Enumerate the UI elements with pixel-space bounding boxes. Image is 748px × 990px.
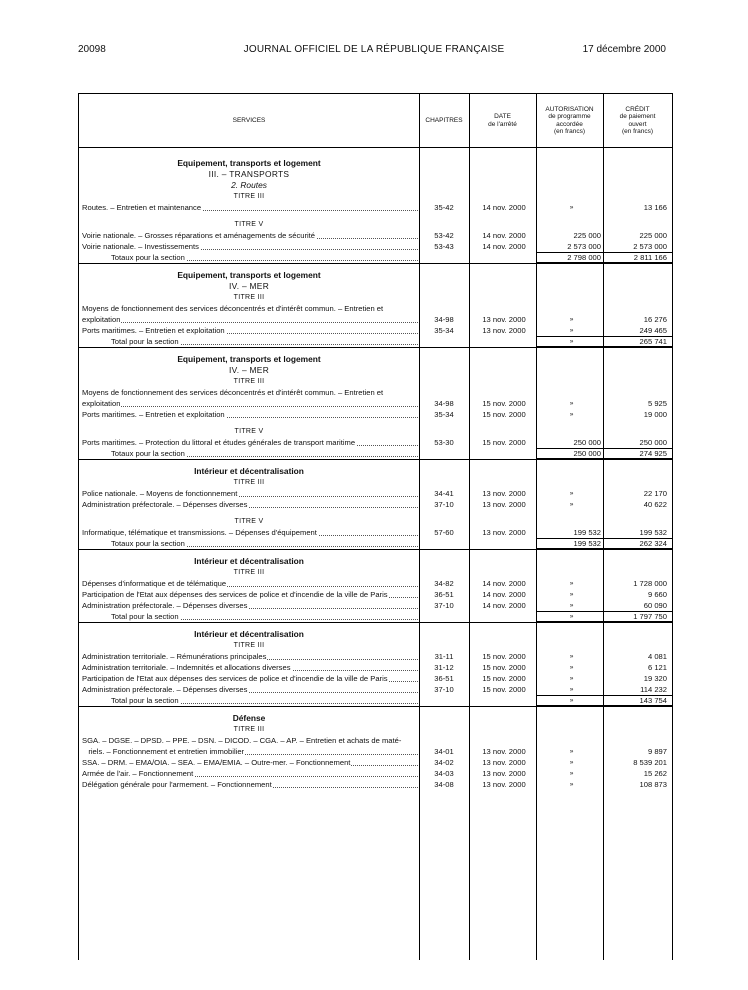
section-heading-row <box>79 713 672 724</box>
service-label-text: Armée de l'air. – Fonctionnement <box>82 769 194 778</box>
service-label <box>111 538 418 549</box>
autorisation-cell: » <box>569 653 574 660</box>
service-label-text: SGA. – DGSE. – DPSD. – PPE. – DSN. – DICOD. – CGA. – AP. – Entretien et achats de maté- <box>82 736 402 745</box>
credit-cell: 4 081 <box>647 652 667 661</box>
ministry-title: Equipement, transports et logement <box>177 270 321 280</box>
service-label-text: Ports maritimes. – Protection du littoral et études générales de transport maritime <box>82 438 356 447</box>
titre-heading: TITRE III <box>233 726 265 733</box>
section-subtitle: IV. – MER <box>228 365 270 375</box>
table-row <box>79 437 672 448</box>
credit-cell: 6 121 <box>647 663 667 672</box>
section-heading-row <box>79 477 672 488</box>
service-label-text: Participation de l'Etat aux dépenses des services de police et d'incendie de la ville de Paris <box>82 674 388 683</box>
service-label <box>82 779 418 790</box>
date-cell: 13 nov. 2000 <box>482 315 526 324</box>
titre-heading: TITRE III <box>233 479 265 486</box>
service-label <box>82 314 418 325</box>
col-date: DATE de l'arrêté <box>488 113 517 128</box>
chapitre-cell: 34-82 <box>434 579 454 588</box>
autorisation-cell: » <box>569 686 574 693</box>
service-label-text: Informatique, télématique et transmissions. – Dépenses d'équipement <box>82 528 317 537</box>
section-heading-row <box>79 629 672 640</box>
credit-cell: 19 000 <box>643 410 667 419</box>
service-label <box>82 241 418 252</box>
table-body <box>79 149 672 790</box>
service-label-text: Police nationale. – Moyens de fonctionnement <box>82 489 238 498</box>
table-row <box>79 488 672 499</box>
date-cell: 15 nov. 2000 <box>482 674 526 683</box>
ministry-title: Equipement, transports et logement <box>177 158 321 168</box>
date-cell: 13 nov. 2000 <box>482 489 526 498</box>
date-cell: 14 nov. 2000 <box>482 601 526 610</box>
credit-cell: 1 797 750 <box>633 612 667 621</box>
date-cell: 14 nov. 2000 <box>482 590 526 599</box>
table-row <box>79 662 672 673</box>
chapitre-cell: 34-01 <box>434 747 454 756</box>
autorisation-cell: 250 000 <box>573 449 601 458</box>
credit-cell: 13 166 <box>643 203 667 212</box>
section-total-row <box>79 695 672 706</box>
chapitre-cell: 35-34 <box>434 410 454 419</box>
service-label <box>111 611 418 622</box>
section-divider <box>79 347 672 348</box>
date-cell: 14 nov. 2000 <box>482 579 526 588</box>
titre-heading: TITRE III <box>233 642 265 649</box>
service-label-text: Totaux pour la section <box>111 449 185 458</box>
table-row <box>79 325 672 336</box>
autorisation-cell: » <box>569 411 574 418</box>
table-row <box>79 303 672 314</box>
subsection-title: 2. Routes <box>231 180 267 190</box>
titre-heading: TITRE III <box>233 294 265 301</box>
section-total-row <box>79 336 672 347</box>
col-chapitres: CHAPITRES <box>425 116 463 124</box>
table-row <box>79 202 672 213</box>
service-label-text: Administration préfectorale. – Dépenses diverses <box>82 500 248 509</box>
section-subtitle: IV. – MER <box>228 281 270 291</box>
section-divider <box>79 622 672 623</box>
section-heading-row <box>79 567 672 578</box>
service-label <box>111 448 418 459</box>
credit-cell: 114 232 <box>640 685 667 694</box>
date-cell: 13 nov. 2000 <box>482 769 526 778</box>
col-services: SERVICES <box>232 116 266 124</box>
section-subtitle: III. – TRANSPORTS <box>208 169 290 179</box>
section-heading-row <box>79 180 672 191</box>
issue-date: 17 décembre 2000 <box>582 44 666 55</box>
service-label-text: Administration territoriale. – Rémunérations principales <box>82 652 267 661</box>
autorisation-cell: » <box>569 675 574 682</box>
section-heading-row <box>79 219 672 230</box>
table-row <box>79 409 672 420</box>
autorisation-cell: » <box>569 697 574 704</box>
titre-heading: TITRE III <box>233 193 265 200</box>
section-divider <box>79 706 672 707</box>
service-label-text: Ports maritimes. – Entretien et exploitation <box>82 326 225 335</box>
credit-cell: 60 090 <box>643 601 667 610</box>
service-label <box>82 589 418 600</box>
autorisation-cell: » <box>569 338 574 345</box>
ministry-title: Défense <box>232 713 266 723</box>
autorisation-cell: » <box>569 204 574 211</box>
service-label-text: Moyens de fonctionnement des services déconcentrés et d'intérêt commun. – Entretien et <box>82 304 384 313</box>
table-row <box>79 578 672 589</box>
table-row <box>79 757 672 768</box>
autorisation-cell: » <box>569 759 574 766</box>
date-cell: 14 nov. 2000 <box>482 231 526 240</box>
section-heading-row <box>79 365 672 376</box>
date-cell: 15 nov. 2000 <box>482 438 526 447</box>
credits-table <box>78 93 673 960</box>
service-label-text: Voirie nationale. – Investissements <box>82 242 199 251</box>
chapitre-cell: 53-42 <box>434 231 454 240</box>
section-heading-row <box>79 516 672 527</box>
section-divider <box>79 459 672 460</box>
table-row <box>79 527 672 538</box>
credit-cell: 108 873 <box>639 780 667 789</box>
service-label <box>82 735 418 746</box>
section-heading-row <box>79 556 672 567</box>
chapitre-cell: 31-11 <box>434 652 454 661</box>
service-label-text: Dépenses d'informatique et de télématique <box>82 579 227 588</box>
service-label-text: exploitation <box>82 315 121 324</box>
autorisation-cell: 225 000 <box>573 231 601 240</box>
service-label-text: Routes. – Entretien et maintenance <box>82 203 202 212</box>
credit-cell: 143 754 <box>639 696 667 705</box>
chapitre-cell: 36-51 <box>434 674 454 683</box>
autorisation-cell: 199 532 <box>573 539 601 548</box>
date-cell: 13 nov. 2000 <box>482 500 526 509</box>
chapitre-cell: 53-43 <box>434 242 454 251</box>
table-row <box>79 684 672 695</box>
autorisation-cell: » <box>569 580 574 587</box>
credit-cell: 274 925 <box>639 449 667 458</box>
date-cell: 13 nov. 2000 <box>482 758 526 767</box>
service-label <box>82 527 418 538</box>
table-row <box>79 735 672 746</box>
service-label <box>82 673 418 684</box>
date-cell: 13 nov. 2000 <box>482 780 526 789</box>
service-label-text: Total pour la section <box>111 696 179 705</box>
section-total-row <box>79 448 672 459</box>
credit-cell: 22 170 <box>643 489 667 498</box>
credit-cell: 5 925 <box>647 399 667 408</box>
service-label <box>82 578 418 589</box>
date-cell: 15 nov. 2000 <box>482 410 526 419</box>
chapitre-cell: 53-30 <box>434 438 454 447</box>
credit-cell: 250 000 <box>639 438 667 447</box>
chapitre-cell: 34-98 <box>434 399 454 408</box>
table-row <box>79 387 672 398</box>
service-label-text: exploitation <box>82 399 121 408</box>
section-total-row <box>79 538 672 549</box>
credit-cell: 16 276 <box>643 315 667 324</box>
autorisation-cell: » <box>569 781 574 788</box>
chapitre-cell: 31-12 <box>434 663 454 672</box>
titre-heading: TITRE V <box>234 518 264 525</box>
table-row <box>79 589 672 600</box>
table-row <box>79 499 672 510</box>
service-label-text: Délégation générale pour l'armement. – Fonctionnement <box>82 780 272 789</box>
credit-cell: 265 741 <box>639 337 667 346</box>
section-heading-row <box>79 376 672 387</box>
date-cell: 13 nov. 2000 <box>482 528 526 537</box>
table-row <box>79 241 672 252</box>
service-label-text: SSA. – DRM. – EMA/OIA. – SEA. – EMA/EMIA. – Outre-mer. – Fonctionnement <box>82 758 351 767</box>
credit-cell: 2 811 166 <box>633 253 667 262</box>
service-label <box>82 651 418 662</box>
titre-heading: TITRE III <box>233 378 265 385</box>
table-row <box>79 314 672 325</box>
table-row <box>79 398 672 409</box>
autorisation-cell: » <box>569 501 574 508</box>
credit-cell: 9 897 <box>647 747 667 756</box>
service-label <box>82 325 418 336</box>
autorisation-cell: » <box>569 316 574 323</box>
credit-cell: 1 728 000 <box>633 579 667 588</box>
date-cell: 15 nov. 2000 <box>482 685 526 694</box>
chapitre-cell: 34-03 <box>434 769 454 778</box>
ministry-title: Intérieur et décentralisation <box>194 466 304 476</box>
page-number: 20098 <box>78 44 106 55</box>
chapitre-cell: 57-60 <box>434 528 454 537</box>
ministry-title: Equipement, transports et logement <box>177 354 321 364</box>
autorisation-cell: » <box>569 664 574 671</box>
service-label <box>82 600 418 611</box>
chapitre-cell: 34-98 <box>434 315 454 324</box>
service-label-text: Total pour la section <box>111 612 179 621</box>
service-label-text: Administration préfectorale. – Dépenses diverses <box>82 685 248 694</box>
spacer <box>79 149 672 158</box>
credit-cell: 8 539 201 <box>633 758 667 767</box>
section-heading-row <box>79 640 672 651</box>
service-label <box>82 768 418 779</box>
chapitre-cell: 37-10 <box>434 500 454 509</box>
date-cell: 14 nov. 2000 <box>482 242 526 251</box>
service-label <box>82 499 418 510</box>
autorisation-cell: » <box>569 490 574 497</box>
service-label-text: Moyens de fonctionnement des services déconcentrés et d'intérêt commun. – Entretien et <box>82 388 384 397</box>
service-label <box>82 230 418 241</box>
service-label <box>82 684 418 695</box>
table-row <box>79 673 672 684</box>
autorisation-cell: 2 798 000 <box>567 253 601 262</box>
service-label-text: Participation de l'Etat aux dépenses des services de police et d'incendie de la ville de Paris <box>82 590 388 599</box>
service-label-text: Totaux pour la section <box>111 539 185 548</box>
service-label-text: Totaux pour la section <box>111 253 185 262</box>
autorisation-cell: » <box>569 748 574 755</box>
service-label-text: Administration territoriale. – Indemnités et allocations diverses <box>82 663 291 672</box>
chapitre-cell: 35-42 <box>434 203 454 212</box>
credit-cell: 2 573 000 <box>633 242 667 251</box>
section-divider <box>79 263 672 264</box>
section-heading-row <box>79 158 672 169</box>
date-cell: 15 nov. 2000 <box>482 663 526 672</box>
table-row <box>79 779 672 790</box>
service-label <box>111 336 418 347</box>
table-row <box>79 768 672 779</box>
service-label <box>82 398 418 409</box>
credit-cell: 249 465 <box>639 326 667 335</box>
chapitre-cell: 36-51 <box>434 590 454 599</box>
table-header <box>79 94 672 148</box>
col-credit: CRÉDIT de paiement ouvert (en francs) <box>619 105 656 135</box>
service-label <box>82 757 418 768</box>
credit-cell: 9 660 <box>647 590 667 599</box>
autorisation-cell: » <box>569 602 574 609</box>
titre-heading: TITRE III <box>233 569 265 576</box>
table-row <box>79 230 672 241</box>
service-label <box>111 695 418 706</box>
date-cell: 13 nov. 2000 <box>482 747 526 756</box>
date-cell: 15 nov. 2000 <box>482 652 526 661</box>
service-label <box>82 662 418 673</box>
service-label <box>82 437 418 448</box>
credit-cell: 225 000 <box>639 231 667 240</box>
table-row <box>79 651 672 662</box>
section-heading-row <box>79 426 672 437</box>
service-label <box>82 488 418 499</box>
section-heading-row <box>79 354 672 365</box>
ministry-title: Intérieur et décentralisation <box>194 629 304 639</box>
credit-cell: 19 320 <box>643 674 667 683</box>
autorisation-cell: » <box>569 591 574 598</box>
section-heading-row <box>79 466 672 477</box>
section-heading-row <box>79 191 672 202</box>
section-heading-row <box>79 281 672 292</box>
credit-cell: 199 532 <box>639 528 667 537</box>
section-heading-row <box>79 270 672 281</box>
autorisation-cell: 2 573 000 <box>567 242 601 251</box>
date-cell: 13 nov. 2000 <box>482 326 526 335</box>
service-label <box>82 202 418 213</box>
chapitre-cell: 37-10 <box>434 601 454 610</box>
service-label-text: Total pour la section <box>111 337 179 346</box>
chapitre-cell: 35-34 <box>434 326 454 335</box>
titre-heading: TITRE V <box>234 221 264 228</box>
chapitre-cell: 34-08 <box>434 780 454 789</box>
autorisation-cell: » <box>569 613 574 620</box>
service-label-text: Voirie nationale. – Grosses réparations et aménagements de sécurité <box>82 231 316 240</box>
table-row <box>79 600 672 611</box>
service-label-text: Administration préfectorale. – Dépenses diverses <box>82 601 248 610</box>
service-label-text: Ports maritimes. – Entretien et exploitation <box>82 410 225 419</box>
titre-heading: TITRE V <box>234 428 264 435</box>
chapitre-cell: 37-10 <box>434 685 454 694</box>
section-total-row <box>79 611 672 622</box>
credit-cell: 15 262 <box>643 769 667 778</box>
autorisation-cell: » <box>569 327 574 334</box>
journal-title: JOURNAL OFFICIEL DE LA RÉPUBLIQUE FRANÇAISE <box>243 44 505 55</box>
section-heading-row <box>79 169 672 180</box>
autorisation-cell: » <box>569 400 574 407</box>
autorisation-cell: » <box>569 770 574 777</box>
chapitre-cell: 34-02 <box>434 758 454 767</box>
service-label <box>82 387 418 398</box>
table-row <box>79 746 672 757</box>
chapitre-cell: 34-41 <box>434 489 454 498</box>
section-total-row <box>79 252 672 263</box>
section-heading-row <box>79 724 672 735</box>
service-label <box>111 252 418 263</box>
date-cell: 14 nov. 2000 <box>482 203 526 212</box>
service-label <box>82 409 418 420</box>
section-heading-row <box>79 292 672 303</box>
section-divider <box>79 549 672 550</box>
credit-cell: 262 324 <box>639 539 667 548</box>
service-label <box>82 303 418 314</box>
service-label-text: riels. – Fonctionnement et entretien immobilier <box>82 747 245 756</box>
autorisation-cell: 199 532 <box>573 528 601 537</box>
date-cell: 15 nov. 2000 <box>482 399 526 408</box>
ministry-title: Intérieur et décentralisation <box>194 556 304 566</box>
credit-cell: 40 622 <box>643 500 667 509</box>
autorisation-cell: 250 000 <box>573 438 601 447</box>
col-autorisation: AUTORISATION de programme accordée (en francs) <box>545 105 594 135</box>
service-label <box>82 746 418 757</box>
